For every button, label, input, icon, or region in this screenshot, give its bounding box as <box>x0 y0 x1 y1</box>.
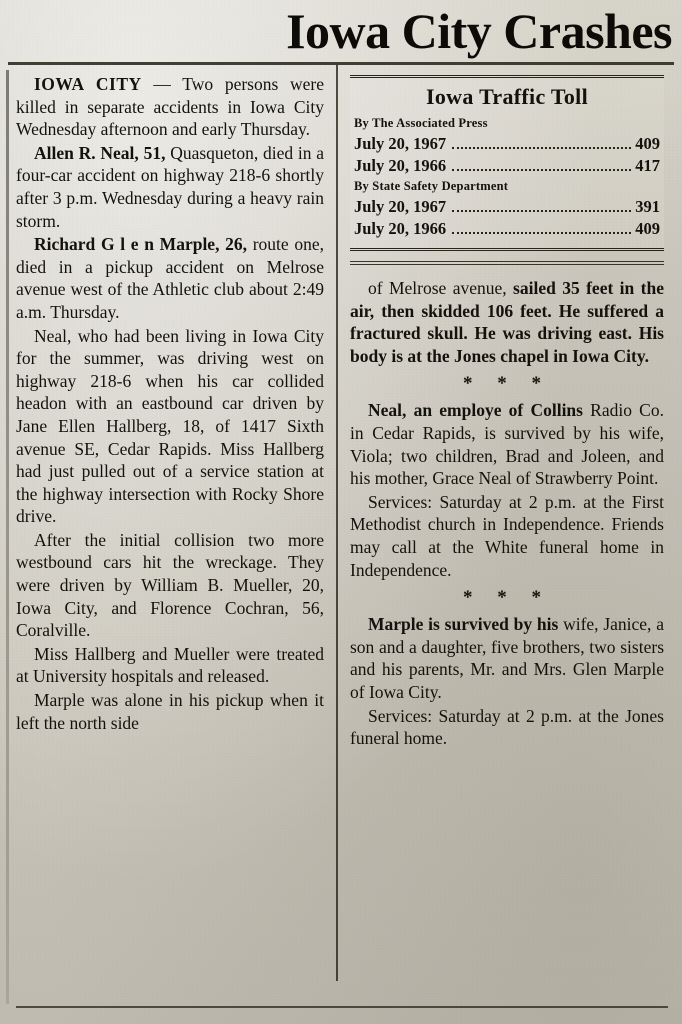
paragraph: Services: Saturday at 2 p.m. at the First Methodist church in Independence. Friends may call at the White funeral home in Independence. <box>350 491 664 580</box>
obit-subject-neal: Neal, an employe of Collins <box>368 400 583 421</box>
paragraph: Richard G l e n Marple, 26, route one, died in a pickup accident on Melrose avenue west of the Athletic club about 2:49 a.m. Thursday. <box>16 234 324 322</box>
toll-source-ap: By The Associated Press <box>354 116 488 130</box>
toll-leader-dots <box>452 200 631 212</box>
section-rule <box>350 261 664 265</box>
toll-row <box>354 196 660 218</box>
obit-subject-marple: Marple is survived by his <box>368 614 559 635</box>
toll-row-label: July 20, 1966 <box>354 219 447 238</box>
traffic-toll-box <box>350 75 664 251</box>
toll-row <box>354 218 660 240</box>
paragraph: Miss Hallberg and Mueller were treated at University hospitals and released. <box>16 643 324 687</box>
toll-leader-dots <box>452 137 631 149</box>
toll-leader-dots <box>452 159 631 171</box>
victim-name-neal: Allen R. Neal, 51, <box>34 142 166 163</box>
toll-row-label: July 20, 1966 <box>354 156 447 175</box>
article-columns <box>0 65 682 995</box>
section-divider: * * * <box>463 587 551 609</box>
toll-row-value: 391 <box>635 197 660 216</box>
toll-row-value: 409 <box>635 219 660 238</box>
paragraph: After the initial collision two more westbound cars hit the wreckage. They were driven by William B. Mueller, 20, Iowa City, and Florence Cochran, 56, Coralville. <box>16 529 324 641</box>
paragraph: Services: Saturday at 2 p.m. at the Jones funeral home. <box>350 705 664 749</box>
toll-row-label: July 20, 1967 <box>354 134 447 153</box>
paragraph: IOWA CITY — Two persons were killed in separate accidents in Iowa City Wednesday afternoon and early Thursday. <box>16 74 324 140</box>
victim-name-marple: Richard G l e n Marple, 26, <box>34 234 248 255</box>
section-divider: * * * <box>463 373 551 395</box>
toll-source-state: By State Safety Department <box>354 179 509 193</box>
paragraph-continuation: of Melrose avenue, sailed 35 feet in the air, then skidded 106 feet. He suffered a fractured skull. He was driving east. His body is at the Jones chapel in Iowa City. <box>350 278 664 366</box>
page-bottom-rule <box>16 1006 668 1008</box>
left-column <box>16 73 338 995</box>
emph-text: sailed 35 feet in the air, then skidded 106 feet. He suffered a fractured skull. He was driving east. His body is at the Jones chapel in Iowa City. <box>350 278 664 366</box>
toll-leader-dots <box>452 222 631 234</box>
traffic-toll-title: Iowa Traffic Toll <box>426 84 588 109</box>
dateline: IOWA CITY <box>34 74 142 94</box>
toll-row <box>354 133 660 155</box>
paragraph: Marple is survived by his wife, Janice, a son and a daughter, five brothers, two sisters and his parents, Mr. and Mrs. Glen Marple of Iowa City. <box>350 614 664 702</box>
toll-row <box>354 155 660 177</box>
paragraph: Neal, who had been living in Iowa City for the summer, was driving west on highway 218-6 when his car collided headon with an eastbound car driven by Jane Ellen Hallberg, 18, of 1417 Sixth avenue SE, Cedar Rapids. Miss Hallberg had just pulled out of a service station at the highway intersection with Rocky Shore drive. <box>16 325 324 527</box>
page-title: Iowa City Crashes <box>286 3 672 59</box>
paragraph: Marple was alone in his pickup when it left the north side <box>16 690 324 733</box>
toll-row-label: July 20, 1967 <box>354 197 447 216</box>
right-column <box>338 73 664 995</box>
toll-row-value: 409 <box>635 134 660 153</box>
paragraph: Allen R. Neal, 51, Quasqueton, died in a four-car accident on highway 218-6 shortly after 3 p.m. Wednesday during a heavy rain storm. <box>16 142 324 231</box>
toll-row-value: 417 <box>635 156 660 175</box>
paragraph: Neal, an employe of Collins Radio Co. in Cedar Rapids, is survived by his wife, Viola; two children, Brad and Joleen, and his mother, Grace Neal of Strawberry Point. <box>350 400 664 489</box>
